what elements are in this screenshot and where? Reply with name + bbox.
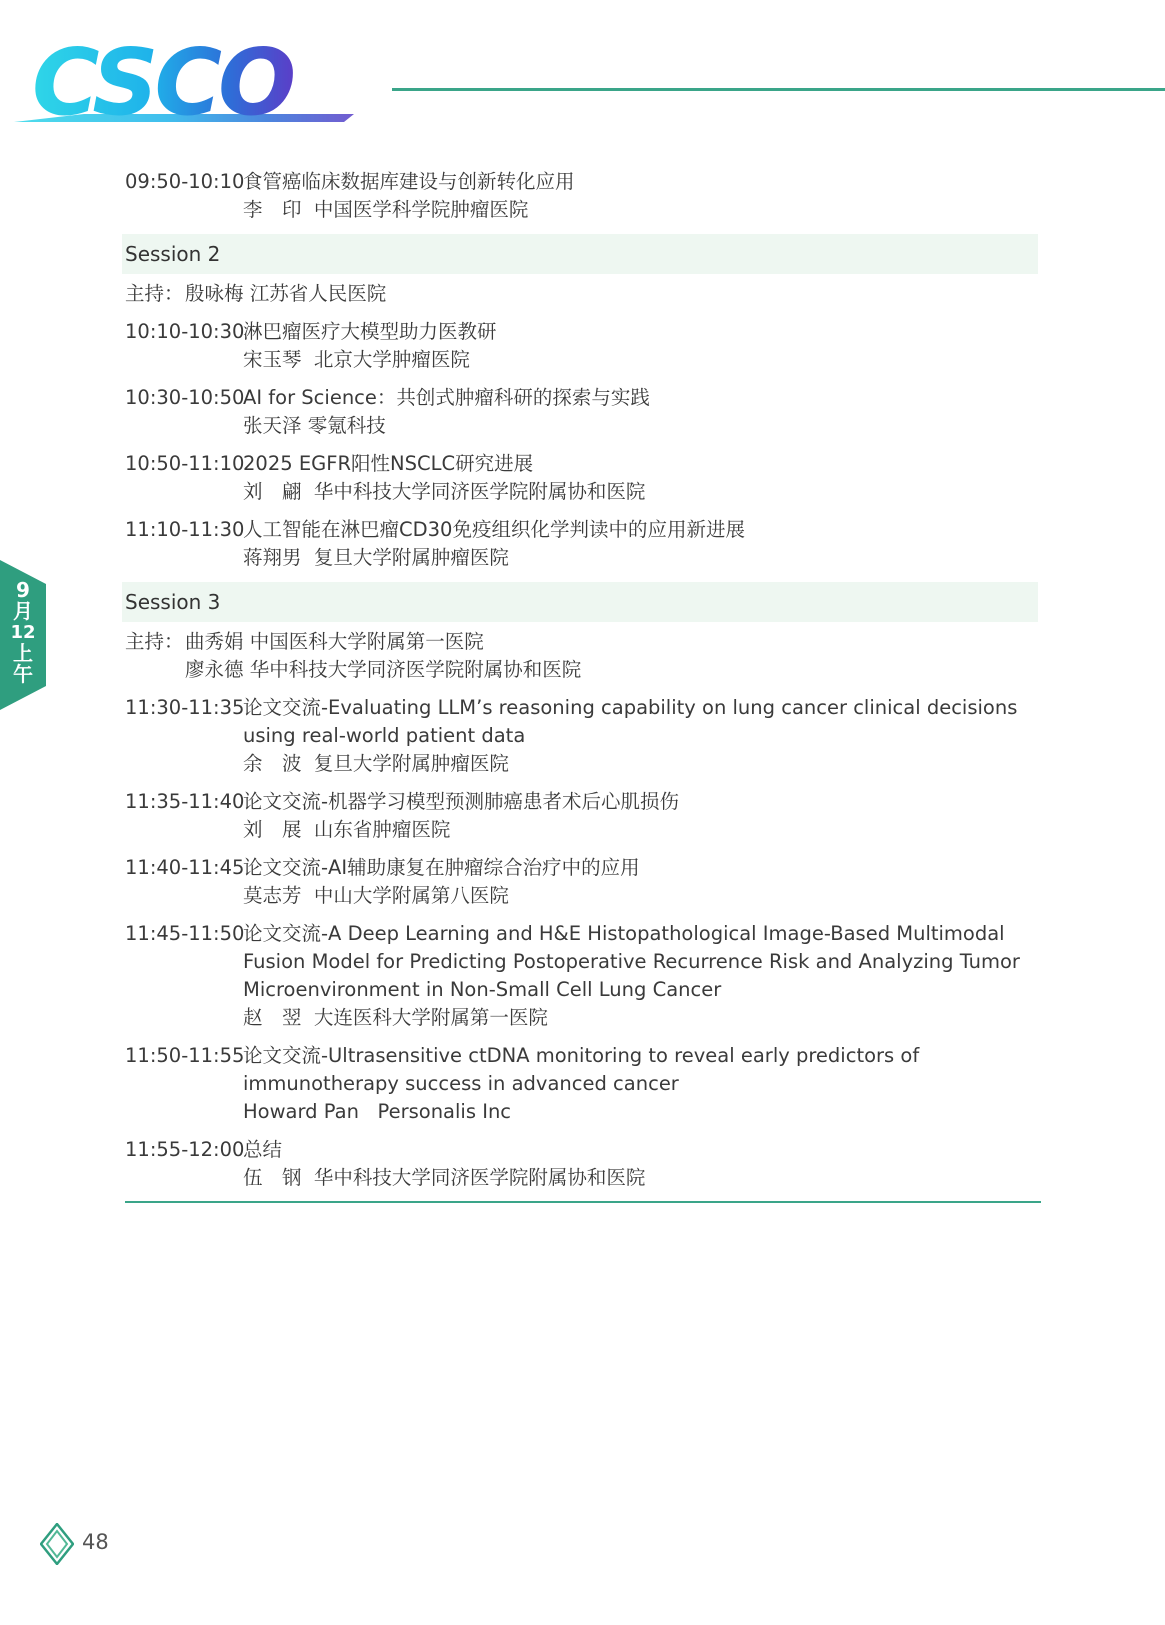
schedule-item xyxy=(125,318,1041,374)
program-schedule xyxy=(125,168,1041,1202)
schedule-item xyxy=(125,450,1041,506)
schedule-item xyxy=(125,516,1041,572)
session-chair xyxy=(125,628,1041,684)
schedule-item xyxy=(125,168,1041,224)
item-title: 总结 xyxy=(243,1138,283,1161)
item-time: 10:30-10:50 xyxy=(125,386,245,409)
item-time: 11:45-11:50 xyxy=(125,922,245,945)
chair-name: 曲秀娟 中国医科大学附属第一医院 xyxy=(185,630,484,653)
item-title: 论文交流-A Deep Learning and H&E Histopathological Image-Based Multimodal Fusion Model for Predicting Postoperative Recurrence Risk and Analyzing Tumor Microenvironment in Non-Small Cell Lung Cancer xyxy=(243,922,1027,1001)
schedule-item xyxy=(125,920,1041,1032)
item-time: 11:35-11:40 xyxy=(125,790,245,813)
item-speaker: 刘 翩 华中科技大学同济医学院附属协和医院 xyxy=(243,480,646,503)
item-title: 论文交流-Ultrasensitive ctDNA monitoring to reveal early predictors of immunotherapy success in advanced cancer xyxy=(243,1044,926,1095)
item-speaker: 赵 翌 大连医科大学附属第一医院 xyxy=(243,1006,548,1029)
page-number: 48 xyxy=(82,1530,109,1554)
session-chair xyxy=(125,280,1041,308)
item-time: 11:40-11:45 xyxy=(125,856,245,879)
item-time: 10:50-11:10 xyxy=(125,452,245,475)
date-side-tab-text: 9 月 12 上 午 xyxy=(10,578,36,686)
item-speaker: 张天泽 零氪科技 xyxy=(243,414,386,437)
item-time: 10:10-10:30 xyxy=(125,320,245,343)
item-title: 食管癌临床数据库建设与创新转化应用 xyxy=(243,170,575,193)
schedule-item xyxy=(125,1136,1041,1192)
chair-name: 廖永德 华中科技大学同济医学院附属协和医院 xyxy=(185,658,582,681)
item-speaker: 余 波 复旦大学附属肿瘤医院 xyxy=(243,752,509,775)
session-header xyxy=(122,582,1038,622)
csco-logo xyxy=(14,42,359,130)
item-title: 论文交流-AI辅助康复在肿瘤综合治疗中的应用 xyxy=(243,856,640,879)
item-speaker: 莫志芳 中山大学附属第八医院 xyxy=(243,884,509,907)
session-header xyxy=(122,234,1038,274)
session-title: Session 2 xyxy=(125,242,221,266)
item-time: 11:50-11:55 xyxy=(125,1044,245,1067)
item-time: 11:55-12:00 xyxy=(125,1138,245,1161)
item-speaker: 伍 钢 华中科技大学同济医学院附属协和医院 xyxy=(243,1166,646,1189)
item-speaker: 宋玉琴 北京大学肿瘤医院 xyxy=(243,348,470,371)
item-title: 2025 EGFR阳性NSCLC研究进展 xyxy=(243,452,534,475)
item-title: AI for Science：共创式肿瘤科研的探索与实践 xyxy=(243,386,650,409)
item-time: 11:30-11:35 xyxy=(125,696,245,719)
item-title: 论文交流-机器学习模型预测肺癌患者术后心肌损伤 xyxy=(243,790,680,813)
item-time: 11:10-11:30 xyxy=(125,518,245,541)
item-title: 论文交流-Evaluating LLM’s reasoning capability on lung cancer clinical decisions using real-world patient data xyxy=(243,696,1024,747)
chair-name: 殷咏梅 江苏省人民医院 xyxy=(185,282,387,305)
schedule-item xyxy=(125,788,1041,844)
svg-text:CSCO: CSCO xyxy=(32,42,293,130)
header-rule xyxy=(392,88,1165,91)
chair-label: 主持： xyxy=(125,282,184,305)
item-title: 淋巴瘤医疗大模型助力医教研 xyxy=(243,320,497,343)
schedule-item xyxy=(125,384,1041,440)
schedule-item xyxy=(125,1042,1041,1126)
schedule-item xyxy=(125,694,1041,778)
item-speaker: 李 印 中国医学科学院肿瘤医院 xyxy=(243,198,529,221)
item-speaker: Howard Pan Personalis Inc xyxy=(243,1100,512,1123)
diamond-icon xyxy=(40,1523,74,1565)
item-time: 09:50-10:10 xyxy=(125,170,245,193)
item-speaker: 蒋翔男 复旦大学附属肿瘤医院 xyxy=(243,546,509,569)
chair-label: 主持： xyxy=(125,630,184,653)
item-title: 人工智能在淋巴瘤CD30免疫组织化学判读中的应用新进展 xyxy=(243,518,745,541)
schedule-end-rule xyxy=(125,1201,1041,1203)
item-speaker: 刘 展 山东省肿瘤医院 xyxy=(243,818,451,841)
schedule-item xyxy=(125,854,1041,910)
session-title: Session 3 xyxy=(125,590,221,614)
